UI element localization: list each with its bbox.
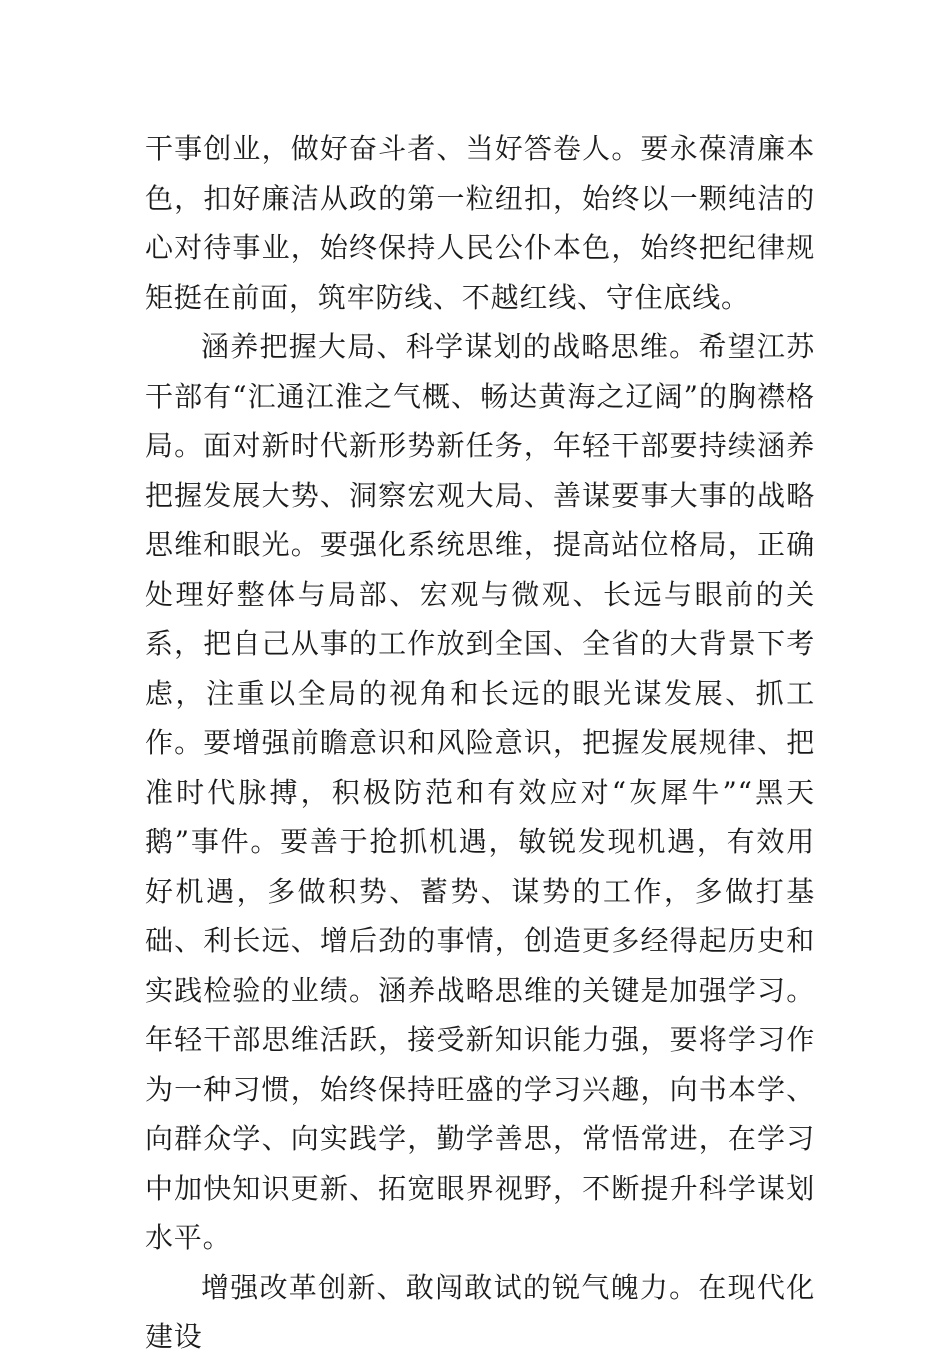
paragraph-continuation: 干事创业，做好奋斗者、当好答卷人。要永葆清廉本色，扣好廉洁从政的第一粒纽扣，始终以一颗纯洁的心对待事业，始终保持人民公仆本色，始终把纪律规矩挺在前面，筑牢防线、不越红线、守住底线。 — [145, 132, 815, 314]
paragraph-reform-innovation: 增强改革创新、敢闯敢试的锐气魄力。在现代化建设 — [145, 1270, 815, 1353]
document-body — [145, 124, 815, 1362]
paragraph-strategic-thinking: 涵养把握大局、科学谋划的战略思维。希望江苏干部有“汇通江淮之气概、畅达黄海之辽阔”的胸襟格局。面对新时代新形势新任务，年轻干部要持续涵养把握发展大势、洞察宏观大局、善谋要事大事的战略思维和眼光。要强化系统思维，提高站位格局，正确处理好整体与局部、宏观与微观、长远与眼前的关系，把自己从事的工作放到全国、全省的大背景下考虑，注重以全局的视角和长远的眼光谋发展、抓工作。要增强前瞻意识和风险意识，把握发展规律、把准时代脉搏，积极防范和有效应对“灰犀牛”“黑天鹅”事件。要善于抢抓机遇，敏锐发现机遇，有效用好机遇，多做积势、蓄势、谋势的工作，多做打基础、利长远、增后劲的事情，创造更多经得起历史和实践检验的业绩。涵养战略思维的关键是加强学习。年轻干部思维活跃，接受新知识能力强，要将学习作为一种习惯，始终保持旺盛的学习兴趣，向书本学、向群众学、向实践学，勤学善思，常悟常进，在学习中加快知识更新、拓宽眼界视野，不断提升科学谋划水平。 — [145, 330, 815, 1254]
